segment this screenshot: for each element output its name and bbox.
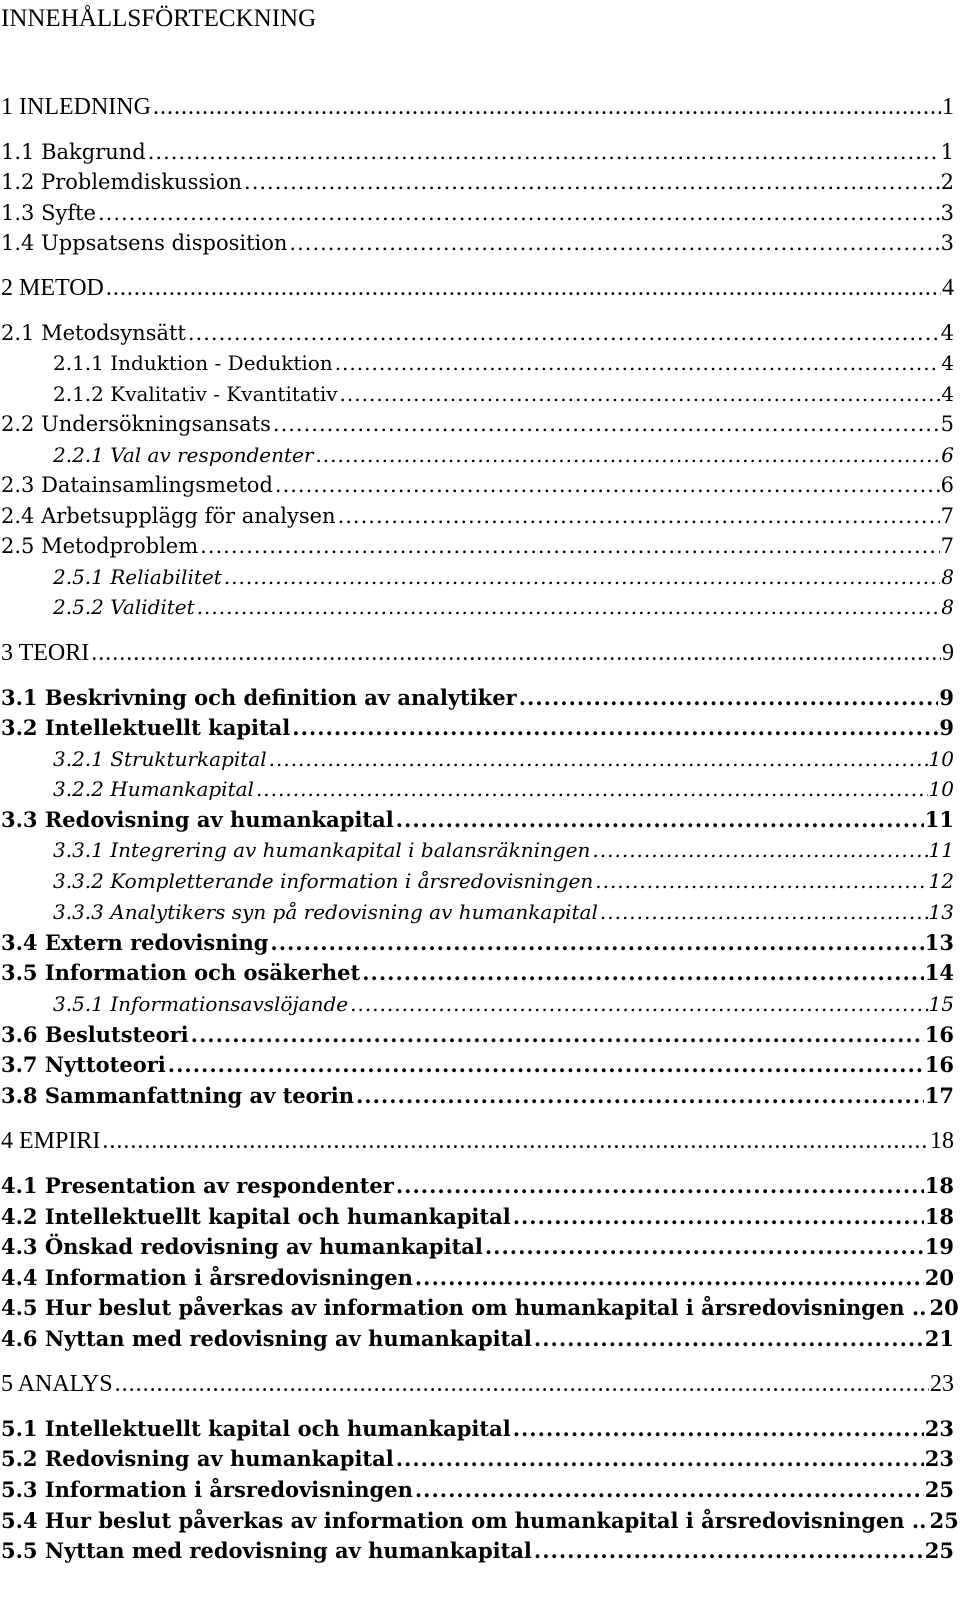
toc-dot-leader bbox=[273, 409, 940, 439]
toc-entry[interactable] bbox=[1, 1263, 954, 1293]
toc-entry[interactable] bbox=[1, 1369, 954, 1399]
toc-entry-label: 2.1.2 Kvalitativ - Kvantitativ bbox=[53, 382, 338, 406]
toc-entry-page: 9 bbox=[939, 685, 954, 710]
toc-entry-page: 20 bbox=[924, 1265, 954, 1290]
toc-entry-page: 3 bbox=[940, 201, 954, 225]
toc-entry-label: 3.5.1 Informationsavslöjande bbox=[53, 992, 349, 1016]
toc-entry-label: 2.5.2 Validitet bbox=[53, 595, 195, 619]
toc-entry-label: 1 INLEDNING bbox=[1, 94, 151, 120]
toc-dot-leader bbox=[270, 928, 923, 958]
toc-entry-page: 20 bbox=[929, 1295, 959, 1320]
toc-entry-page: 5 bbox=[940, 412, 954, 436]
toc-entry-label: 3.5 Information och osäkerhet bbox=[1, 960, 361, 985]
toc-entry-page: 1 bbox=[942, 94, 954, 120]
toc-entry-page: 7 bbox=[940, 534, 954, 558]
toc-entry-label: 1.1 Bakgrund bbox=[1, 140, 146, 164]
toc-entry-label: 3.8 Sammanfattning av teorin bbox=[1, 1083, 354, 1108]
toc-entry-page: 23 bbox=[930, 1371, 954, 1397]
toc-dot-leader bbox=[534, 1536, 924, 1566]
toc-entry[interactable] bbox=[1, 638, 954, 668]
toc-entry-label: 4.5 Hur beslut påverkas av information om humankapital i årsredovisningen .. bbox=[1, 1295, 927, 1320]
toc-title: INNEHÅLLSFÖRTECKNING bbox=[1, 5, 317, 32]
toc-entry-page: 4 bbox=[941, 351, 954, 375]
toc-entry-label: 4.6 Nyttan med redovisning av humankapital bbox=[1, 1326, 532, 1351]
toc-entry-label: 4.4 Information i årsredovisningen bbox=[1, 1265, 413, 1290]
toc-entry-page: 16 bbox=[924, 1052, 954, 1077]
toc-dot-leader bbox=[396, 1171, 924, 1201]
toc-entry-label: 4.3 Önskad redovisning av humankapital bbox=[1, 1234, 483, 1259]
toc-entry-label: 4 EMPIRI bbox=[1, 1128, 101, 1154]
toc-entry[interactable] bbox=[1, 1171, 954, 1201]
toc-entry[interactable] bbox=[1, 1444, 954, 1474]
toc-dot-leader bbox=[168, 1050, 924, 1080]
toc-dot-leader bbox=[244, 167, 940, 197]
toc-entry[interactable] bbox=[1, 1475, 954, 1505]
toc-entry-page: 18 bbox=[924, 1173, 954, 1198]
toc-entry-page: 4 bbox=[941, 382, 954, 406]
toc-dot-leader bbox=[102, 1126, 929, 1156]
toc-entry[interactable] bbox=[1, 273, 954, 303]
toc-dot-leader bbox=[289, 228, 939, 258]
toc-dot-leader bbox=[519, 683, 939, 713]
toc-dot-leader bbox=[340, 379, 941, 409]
toc-dot-leader bbox=[485, 1232, 924, 1262]
toc-entry[interactable] bbox=[1, 409, 954, 439]
toc-entry-page: 25 bbox=[929, 1508, 959, 1533]
toc-dot-leader bbox=[362, 958, 924, 988]
toc-entry-page: 11 bbox=[924, 807, 954, 832]
toc-entry[interactable] bbox=[1, 928, 954, 958]
toc-entry[interactable] bbox=[1, 198, 954, 228]
toc-entry[interactable] bbox=[1, 1536, 954, 1566]
toc-entry[interactable] bbox=[53, 774, 954, 804]
toc-dot-leader bbox=[269, 744, 928, 774]
toc-entry[interactable] bbox=[1, 1126, 954, 1156]
toc-entry[interactable] bbox=[53, 989, 954, 1019]
toc-entry-label: 3.3.1 Integrering av humankapital i balansräkningen bbox=[53, 838, 591, 862]
toc-entry-label: 5.3 Information i årsredovisningen bbox=[1, 1477, 413, 1502]
toc-dot-leader bbox=[224, 562, 941, 592]
toc-entry-label: 5.1 Intellektuellt kapital och humankapital bbox=[1, 1416, 511, 1441]
toc-entry-label: 5.4 Hur beslut påverkas av information om humankapital i årsredovisningen .. bbox=[1, 1508, 927, 1533]
toc-entry[interactable] bbox=[1, 1293, 959, 1323]
toc-dot-leader bbox=[106, 273, 941, 303]
toc-entry-page: 21 bbox=[924, 1326, 954, 1351]
toc-dot-leader bbox=[534, 1324, 924, 1354]
toc-entry-label: 3.3 Redovisning av humankapital bbox=[1, 807, 394, 832]
toc-entry[interactable] bbox=[1, 1081, 954, 1111]
toc-entry[interactable] bbox=[1, 1232, 954, 1262]
toc-entry-label: 2.1.1 Induktion - Deduktion bbox=[53, 351, 333, 375]
toc-dot-leader bbox=[115, 1369, 929, 1399]
toc-entry[interactable] bbox=[53, 562, 954, 592]
toc-entry-label: 2.4 Arbetsupplägg för analysen bbox=[1, 504, 336, 528]
toc-entry[interactable] bbox=[1, 92, 954, 122]
toc-entry[interactable] bbox=[1, 318, 954, 348]
toc-dot-leader bbox=[200, 531, 939, 561]
toc-entry-label: 3.3.2 Kompletterande information i årsredovisningen bbox=[53, 869, 594, 893]
toc-entry[interactable] bbox=[1, 167, 954, 197]
toc-entry[interactable] bbox=[1, 1324, 954, 1354]
toc-entry-page: 18 bbox=[930, 1128, 954, 1154]
toc-dot-leader bbox=[513, 1414, 924, 1444]
toc-dot-leader bbox=[91, 638, 941, 668]
toc-entry-page: 25 bbox=[924, 1538, 954, 1563]
toc-dot-leader bbox=[338, 501, 940, 531]
toc-entry-page: 17 bbox=[924, 1083, 954, 1108]
toc-entry[interactable] bbox=[1, 470, 954, 500]
toc-dot-leader bbox=[275, 470, 940, 500]
toc-entry[interactable] bbox=[1, 683, 954, 713]
toc-dot-leader bbox=[191, 1020, 924, 1050]
toc-entry[interactable] bbox=[53, 866, 954, 896]
toc-entry-label: 2.5 Metodproblem bbox=[1, 534, 199, 558]
toc-dot-leader bbox=[350, 989, 927, 1019]
toc-entry-label: 2.2.1 Val av respondenter bbox=[53, 443, 314, 467]
toc-entry[interactable] bbox=[1, 137, 954, 167]
toc-entry-label: 1.4 Uppsatsens disposition bbox=[1, 231, 288, 255]
toc-entry-page: 15 bbox=[928, 992, 954, 1016]
toc-entry-label: 3.6 Beslutsteori bbox=[1, 1022, 189, 1047]
toc-dot-leader bbox=[335, 348, 941, 378]
toc-entry-label: 1.3 Syfte bbox=[1, 201, 96, 225]
toc-entry-page: 10 bbox=[928, 777, 954, 801]
toc-entry-label: 1.2 Problemdiskussion bbox=[1, 170, 243, 194]
toc-dot-leader bbox=[415, 1475, 924, 1505]
toc-dot-leader bbox=[396, 1444, 924, 1474]
toc-entry[interactable] bbox=[53, 440, 954, 470]
toc-entry-page: 9 bbox=[939, 715, 954, 740]
toc-entry[interactable] bbox=[1, 228, 954, 258]
toc-dot-leader bbox=[356, 1081, 924, 1111]
toc-entry-label: 2.5.1 Reliabilitet bbox=[53, 565, 222, 589]
toc-entry-label: 3.7 Nyttoteori bbox=[1, 1052, 166, 1077]
toc-entry-label: 3.4 Extern redovisning bbox=[1, 930, 269, 955]
toc-entry[interactable] bbox=[53, 744, 954, 774]
toc-entry-page: 3 bbox=[940, 231, 954, 255]
toc-entry-label: 2.1 Metodsynsätt bbox=[1, 321, 186, 345]
toc-entry-page: 9 bbox=[942, 640, 954, 666]
toc-dot-leader bbox=[513, 1202, 924, 1232]
toc-entry[interactable] bbox=[1, 1050, 954, 1080]
toc-entry-page: 7 bbox=[940, 504, 954, 528]
toc-dot-leader bbox=[415, 1263, 924, 1293]
toc-entry-label: 5.2 Redovisning av humankapital bbox=[1, 1446, 394, 1471]
toc-entry-page: 1 bbox=[940, 140, 954, 164]
toc-entry-label: 3.2.2 Humankapital bbox=[53, 777, 254, 801]
toc-entry[interactable] bbox=[53, 592, 954, 622]
toc-entry-label: 5.5 Nyttan med redovisning av humankapital bbox=[1, 1538, 532, 1563]
toc-dot-leader bbox=[396, 805, 924, 835]
toc-entry[interactable] bbox=[1, 501, 954, 531]
toc-dot-leader bbox=[188, 318, 940, 348]
toc-entry[interactable] bbox=[1, 958, 954, 988]
toc-entry-label: 3 TEORI bbox=[1, 640, 90, 666]
toc-entry-label: 5 ANALYS bbox=[1, 1371, 113, 1397]
toc-entry[interactable] bbox=[53, 379, 954, 409]
toc-entry-page: 2 bbox=[940, 170, 954, 194]
toc-entry-page: 25 bbox=[924, 1477, 954, 1502]
toc-entry[interactable] bbox=[1, 805, 954, 835]
toc-entry[interactable] bbox=[1, 1506, 959, 1536]
toc-entry-label: 2.2 Undersökningsansats bbox=[1, 412, 271, 436]
toc-entry-page: 11 bbox=[928, 838, 954, 862]
toc-dot-leader bbox=[256, 774, 928, 804]
toc-dot-leader bbox=[153, 92, 941, 122]
toc-entry[interactable] bbox=[1, 531, 954, 561]
toc-entry-page: 23 bbox=[924, 1416, 954, 1441]
toc-entry-label: 2 METOD bbox=[1, 275, 104, 301]
toc-entry-page: 6 bbox=[940, 473, 954, 497]
toc-entry-page: 18 bbox=[924, 1204, 954, 1229]
toc-entry-page: 13 bbox=[924, 930, 954, 955]
toc-entry-page: 8 bbox=[941, 595, 954, 619]
toc-entry-page: 12 bbox=[928, 869, 954, 893]
toc-entry[interactable] bbox=[53, 897, 954, 927]
toc-entry[interactable] bbox=[1, 713, 954, 743]
toc-entry-page: 10 bbox=[928, 747, 954, 771]
toc-dot-leader bbox=[148, 137, 940, 167]
toc-dot-leader bbox=[595, 866, 927, 896]
toc-dot-leader bbox=[315, 440, 940, 470]
toc-entry[interactable] bbox=[1, 1020, 954, 1050]
toc-dot-leader bbox=[98, 198, 940, 228]
toc-entry-label: 3.1 Beskrivning och definition av analytiker bbox=[1, 685, 517, 710]
toc-entry-page: 6 bbox=[941, 443, 954, 467]
toc-dot-leader bbox=[600, 897, 928, 927]
toc-dot-leader bbox=[197, 592, 941, 622]
toc-entry-label: 4.1 Presentation av respondenter bbox=[1, 1173, 394, 1198]
toc-entry-page: 23 bbox=[924, 1446, 954, 1471]
toc-entry-page: 13 bbox=[928, 900, 954, 924]
toc-entry[interactable] bbox=[1, 1414, 954, 1444]
toc-entry-page: 4 bbox=[940, 321, 954, 345]
toc-entry-page: 16 bbox=[924, 1022, 954, 1047]
toc-dot-leader bbox=[292, 713, 938, 743]
toc-entry-page: 19 bbox=[924, 1234, 954, 1259]
toc-dot-leader bbox=[592, 835, 927, 865]
toc-entry-page: 14 bbox=[924, 960, 954, 985]
toc-entry-label: 2.3 Datainsamlingsmetod bbox=[1, 473, 273, 497]
toc-entry-label: 3.2 Intellektuellt kapital bbox=[1, 715, 291, 740]
toc-entry[interactable] bbox=[53, 835, 954, 865]
toc-entry-label: 4.2 Intellektuellt kapital och humankapital bbox=[1, 1204, 511, 1229]
toc-entry-label: 3.2.1 Strukturkapital bbox=[53, 747, 267, 771]
toc-entry[interactable] bbox=[53, 348, 954, 378]
toc-entry-label: 3.3.3 Analytikers syn på redovisning av humankapital bbox=[53, 900, 598, 924]
toc-entry-page: 4 bbox=[942, 275, 954, 301]
toc-entry[interactable] bbox=[1, 1202, 954, 1232]
toc-entry-page: 8 bbox=[941, 565, 954, 589]
